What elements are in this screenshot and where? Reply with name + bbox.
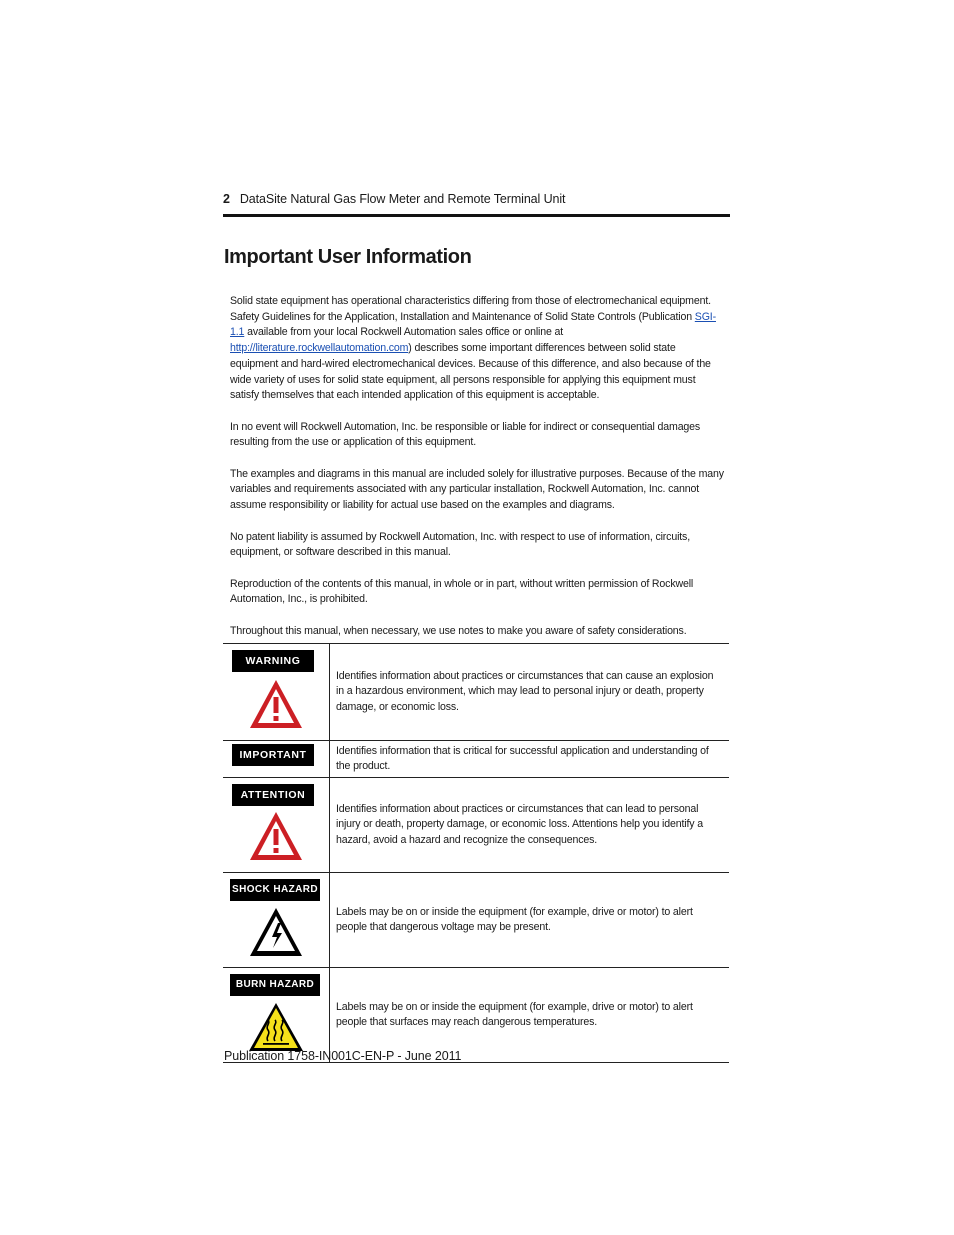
notice-row-important — [223, 741, 729, 778]
paragraph-liability: In no event will Rockwell Automation, Inc. be responsible or liable for indirect or consequential damages resulting from the use or application of this equipment. — [230, 420, 701, 449]
publication-footer: Publication 1758-IN001C-EN-P - June 2011 — [224, 1049, 462, 1063]
shock-hazard-label: SHOCK HAZARD — [230, 879, 320, 901]
body-text — [230, 294, 726, 655]
burn-hazard-description: Labels may be on or inside the equipment (for example, drive or motor) to alert people that surfaces may reach dangerous temperatures. — [330, 968, 730, 1063]
important-label: IMPORTANT — [232, 744, 314, 766]
paragraph-reproduction: Reproduction of the contents of this manual, in whole or in part, without written permission of Rockwell Automation, Inc., is prohibited. — [230, 577, 694, 606]
notice-row-warning — [223, 644, 729, 741]
warning-triangle-icon — [247, 677, 305, 731]
page-title: Important User Information — [224, 246, 472, 268]
paragraph-patent: No patent liability is assumed by Rockwell Automation, Inc. with respect to use of information, circuits, equipment, or software described in this manual. — [230, 530, 691, 559]
header-rule — [223, 214, 730, 217]
attention-label: ATTENTION — [232, 784, 314, 806]
warning-description: Identifies information about practices or circumstances that can cause an explosion in a hazardous environment, which may lead to personal injury or death, property damage, or economic loss. — [330, 644, 730, 741]
paragraph-examples: The examples and diagrams in this manual are included solely for illustrative purposes. Because of the many variables and requirements associated with any particular installation, Rockwell Automation, Inc. cannot assume responsibility or liability for actual use based on the examples and diagrams. — [230, 467, 724, 512]
notice-row-shock-hazard — [223, 873, 729, 968]
sgi-publication-link[interactable]: SGI-1.1 — [230, 310, 716, 339]
burn-hazard-label: BURN HAZARD — [230, 974, 320, 996]
important-description: Identifies information that is critical for successful application and understanding of the product. — [330, 741, 730, 778]
safety-notices-table — [223, 643, 729, 1063]
notice-row-attention — [223, 778, 729, 873]
page-number: 2 — [223, 192, 230, 206]
burn-hazard-icon — [247, 1001, 305, 1053]
warning-label: WARNING — [232, 650, 314, 672]
attention-triangle-icon — [247, 809, 305, 863]
literature-url-link[interactable]: http://literature.rockwellautomation.com — [230, 342, 409, 355]
attention-description: Identifies information about practices or circumstances that can lead to personal injury or death, property damage, or economic loss. Attentions help you identify a hazard, avoid a hazard and recognize the consequences. — [330, 778, 730, 873]
shock-hazard-description: Labels may be on or inside the equipment (for example, drive or motor) to alert people that dangerous voltage may be present. — [330, 873, 730, 968]
paragraph-safety-notes: Throughout this manual, when necessary, we use notes to make you aware of safety considerations. — [230, 624, 687, 637]
running-header-title: DataSite Natural Gas Flow Meter and Remote Terminal Unit — [239, 192, 566, 206]
running-header — [223, 192, 729, 206]
paragraph-solid-state: Solid state equipment has operational characteristics differing from those of electromechanical equipment. Safety Guidelines for the Application, Installation and Maintenance of Solid State Controls (Publication SGI-1.1 available from your local Rockwell Automation sales office or online at http://literature.rockwellautomation.com) describes some important differences between solid state equipment and hard-wired electromechanical devices. Because of this difference, and also because of the wide variety of uses for solid state equipment, all persons responsible for applying this equipment must satisfy themselves that each intended application of this equipment is acceptable. — [230, 295, 716, 402]
shock-hazard-icon — [248, 906, 304, 958]
